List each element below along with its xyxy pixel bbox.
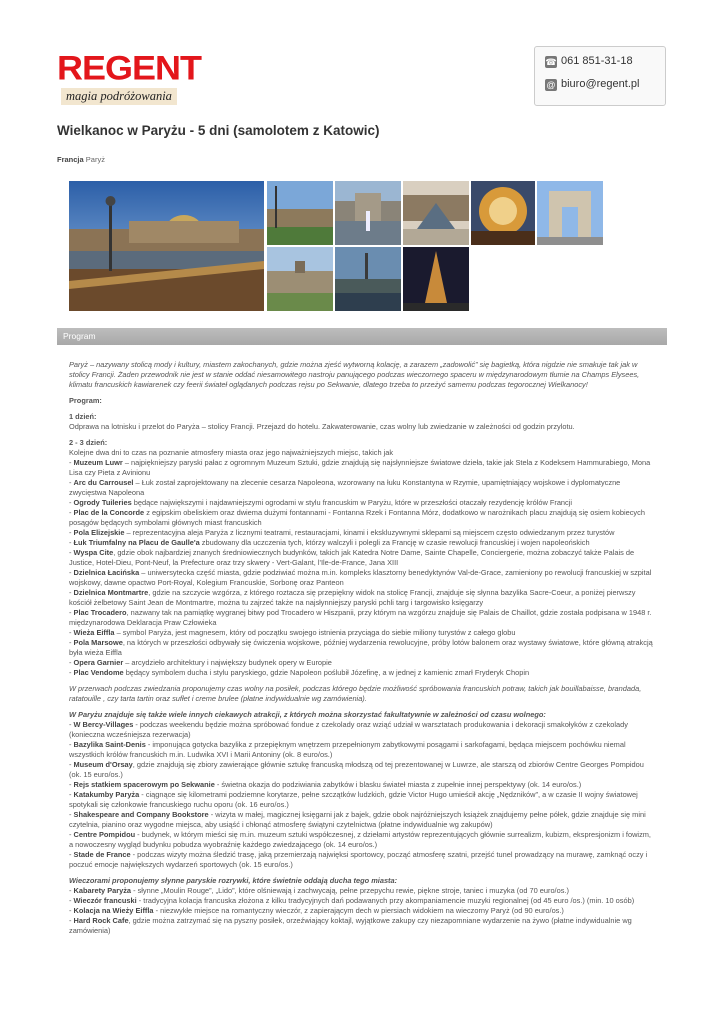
list-item-text: – uniwersytecka część miasta, gdzie podziwiać można m.in. kompleks klasztorny benedyktynów Val-de-Grace, zamieniony po rewolucji francuskiej w szpital wojskowy, dawne opactwo Port-Royal, Kolegium Francuskie, Sorbonę oraz Panteon: [69, 568, 652, 587]
list-item-name: Shakespeare and Company Bookstore: [73, 810, 209, 819]
list-item: - Hard Rock Cafe, gdzie można zatrzymać się na pyszny posiłek, orzeźwiający koktajl, wyjątkowe zakupy czy niezapomniane wydarzenie na żywo (płatne indywidualnie wg zamówienia): [69, 916, 632, 935]
gallery-photo-2[interactable]: [267, 181, 333, 245]
list-item: - Arc du Carrousel – Łuk został zaprojektowany na zlecenie cesarza Napoleona, wzorowany na łuku Konstantyna w Rzymie, upamiętniający wojskowe i dyplomatyczne zwycięstwa Napoleona: [69, 478, 621, 497]
optional-heading: W Paryżu znajduje się także wiele innych ciekawych atrakcji, z których można skorzystać fakultatywnie w zależności od czasu wolnego:: [69, 710, 546, 719]
list-item: - Centre Pompidou - budynek, w którym mieści się m.in. muzeum sztuki współczesnej, z dziełami artystów reprezentujących głównie surrealizm, kubizm, ekspresjonizm i fowizm, a nowoczesny wygląd budynku pobudza wyobraźnię każdego zwiedzającego (ok. 14 euro/os.): [69, 830, 651, 849]
logo-text: REGENT: [57, 48, 202, 87]
list-item: - Ogrody Tuileries będące największymi i najdawniejszymi ogrodami w stylu francuskim w Paryżu, które w przeszłości otaczały rezydencję królów Francji: [69, 498, 573, 507]
list-item: - Wieża Eiffla – symbol Paryża, jest magnesem, który od początku swojego istnienia przyciąga do siebie miliony turystów z całego globu: [69, 628, 516, 637]
list-item: - Muzeum Luwr – najpiękniejszy paryski pałac z ogromnym Muzeum Sztuki, gdzie znajdują się najsłynniejsze światowe dzieła, takie jak Stela z Kodeksem Hammurabiego, Mona Lisa czy Pieta z Avinionu: [69, 458, 651, 477]
list-item-text: - tradycyjna kolacja francuska złożona z kilku tradycyjnych dań podawanych przy akompaniamencie muzyki regionalnej (od 45 euro /os.) (min. 10 osób): [136, 896, 635, 905]
list-item-name: Pola Marsowe: [73, 638, 123, 647]
intro-text: Paryż – nazywany stolicą mody i kultury, miastem zakochanych, gdzie można zjeść wytworną kolację, a zarazem „zadowolić” się bagietką, która nigdzie nie smakuje tak jak w stolicy Francji. Żaden przewodnik nie jest w stanie oddać niesamowitego nastroju panującego podczas wieczornego spaceru w międzynarodowym tłumie na Champs Elysees, klimatu francuskich kawiarenek czy feerii świateł oglądanych podczas rejsu po Sekwanie, dlatego trzeba to przeżyć samemu podczas tegorocznej Wielkanocy!: [69, 360, 640, 389]
day1-text: Odprawa na lotnisku i przelot do Paryża – stolicy Francji. Przejazd do hotelu. Zakwaterowanie, czas wolny lub zwiedzanie w zależności od godzin przylotu.: [69, 422, 575, 431]
list-item: - Katakumby Paryża - ciągnące się kilometrami podziemne korytarze, pełne szczątków ludzkich, gdzie Victor Hugo umieścił akcję „Nędzników”, a w czasie II wojny światowej spotykali się członkowie francuskiego ruchu oporu (ok. 16 euro/os.): [69, 790, 638, 809]
list-item-text: - świetna okazja do podziwiania zabytków i blasku świateł miasta z zupełnie innej perspektywy (ok. 14 euro/os.): [214, 780, 582, 789]
day23-intro: Kolejne dwa dni to czas na poznanie atmosfery miasta oraz jego najważniejszych miejsc, takich jak: [69, 448, 394, 457]
list-item-name: Łuk Triumfalny na Placu de Gaulle'a: [73, 538, 200, 547]
gallery-photo-main[interactable]: [69, 181, 264, 311]
list-item-name: Dzielnica Łacińska: [73, 568, 140, 577]
list-item: - Plac de la Concorde z egipskim obeliskiem oraz dwiema dużymi fontannami - Fontanna Rzek i Fontanna Mórz, dodatkowo w narożnikach placu znajdują się osiem kobiecych posągów będących symbolami głównych miast francuskich: [69, 508, 645, 527]
list-item-name: Plac de la Concorde: [73, 508, 145, 517]
list-item-text: – najpiękniejszy paryski pałac z ogromnym Muzeum Sztuki, gdzie znajdują się najsłynniejsze światowe dzieła, takie jak Stela z Kodeksem Hammurabiego, Mona Lisa czy Pieta z Avinionu: [69, 458, 651, 477]
list-item-text: - imponująca gotycka bazylika z przepięknym wnętrzem przepełnionym zabytkowymi posągami i sarkofagami, będąca miejscem pochówku niemal wszystkich królów francuskich m.in. Ludwika XVI i Marii Antoniny (ok. 8 euro/os.): [69, 740, 626, 759]
list-item-text: - podczas wizyty można śledzić trasę, jaką przemierzają najwięksi sportowcy, począć atmosferę szatni, przejść tunel prowadzący na murawę, zamknąć oczy i poczuć emocje największych wydarzeń sportowych (ok. 15 euro/os.): [69, 850, 648, 869]
list-item-text: - podczas weekendu będzie można spróbować fondue z czekolady oraz wziąć udział w warsztatach produkowania i dekoracji smakołyków z czekolady (konieczna wcześniejsza rezerwacja): [69, 720, 628, 739]
list-item-text: - budynek, w którym mieści się m.in. muzeum sztuki współczesnej, z dziełami artystów reprezentujących głównie surrealizm, kubizm, ekspresjonizm i fowizm, a nowoczesny wygląd budynku pobudza wyobraźnię każdego zwiedzającego (ok. 14 euro/os.): [69, 830, 651, 849]
list-item: - Shakespeare and Company Bookstore - wizyta w małej, magicznej księgarni jak z bajek, gdzie obok najróżniejszych książek znajdujemy pełne półek, gdzie znajduje się mini czytelnia, pianino oraz wygodne miejsca, aby usiąść i chłonąć atmosferę świątyni czytelnictwa (płatne indywidualnie wg zakupów): [69, 810, 646, 829]
contact-phone[interactable]: [545, 55, 633, 68]
list-item-text: , gdzie na szczycie wzgórza, z którego roztacza się przepiękny widok na stolicę Francji, znajduje się słynna bazylika Sacre-Coeur, a poniżej pierwszy kościół żelbetowy Saint Jean de Montmartre, można tu zajrzeć także na najsłynniejszy paryski pchli targ i targowisko księgarzy: [69, 588, 636, 607]
page-title: Wielkanoc w Paryżu - 5 dni (samolotem z Katowic): [57, 123, 380, 138]
paris-bridge-image: [69, 181, 264, 311]
day1-label: 1 dzień:: [69, 412, 97, 421]
list-item-name: Opera Garnier: [73, 658, 124, 667]
program-header-bar: [57, 328, 667, 345]
gallery-photo-3[interactable]: [335, 181, 401, 245]
breadcrumb: [57, 155, 105, 164]
list-item-text: , gdzie znajdują się zbiory zawierające głównie sztukę francuską młodszą od tej prezentowanej w Luwrze, ale starszą od zbiorów Centre Georges Pompidou (ok. 15 euro/os.): [69, 760, 644, 779]
gallery-photo-4[interactable]: [403, 181, 469, 245]
program-header-label: Program: [63, 331, 96, 341]
breadcrumb-country[interactable]: Francja: [57, 155, 84, 164]
break-note: W przerwach podczas zwiedzania proponujemy czas wolny na posiłek, podczas którego będzie możliwość spróbowania francuskich potraw, takich jak bouillabaisse, brandada, ratatouille , czy tarta tartin oraz sufłet i creme brulee (płatne indywidualnie wg zamówienia).: [69, 684, 642, 703]
gallery-photo-6[interactable]: [537, 181, 603, 245]
eiffel-night-image: [403, 247, 469, 311]
list-item-text: , na których w przeszłości odbywały się ćwiczenia wojskowe, później wydarzenia rewolucyjne, próby lotów balonem oraz wystawy światowe, które główną atrakcją była wieża Eiffla: [69, 638, 653, 657]
list-item: - Dzielnica Montmartre, gdzie na szczycie wzgórza, z którego roztacza się przepiękny widok na stolicę Francji, znajduje się słynna bazylika Sacre-Coeur, a poniżej pierwszy kościół żelbetowy Saint Jean de Montmartre, można tu zajrzeć także na najsłynniejszy paryski pchli targ i targowisko księgarzy: [69, 588, 636, 607]
list-item: - Kabarety Paryża - słynne „Moulin Rouge”, „Lido”, które olśniewają i zachwycają, pełne przepychu rewie, piękne stroje, taniec i muzyka (od 70 euro/os.): [69, 886, 569, 895]
day23-label: 2 - 3 dzień:: [69, 438, 108, 447]
list-item: - Wyspa Cite, gdzie obok najbardziej znanych średniowiecznych budynków, takich jak Katedra Notre Dame, Sainte Chapelle, Conciergerie, można zobaczyć także Palais de Justice, Hotel-Dieu, Pont-Neuf, la Prefecture oraz trzy skwery - Vert-Galant, l'Ile-de-France, Jana XIII: [69, 548, 635, 567]
breadcrumb-city[interactable]: Paryż: [85, 155, 105, 164]
optional-attractions-list: [69, 720, 657, 870]
list-item: - Museum d'Orsay, gdzie znajdują się zbiory zawierające głównie sztukę francuską młodszą od tej prezentowanej w Luwrze, ale starszą od zbiorów Centre Georges Pompidou (ok. 15 euro/os.): [69, 760, 644, 779]
carousel-image: [471, 181, 535, 245]
list-item-name: Muzeum Luwr: [73, 458, 123, 467]
list-item-name: Wieża Eiffla: [73, 628, 115, 637]
list-item-name: Wieczór francuski: [73, 896, 137, 905]
list-item: - Kolacja na Wieży Eiffla - niezwykłe miejsce na romantyczny wieczór, z zapierającym dech w piersiach widokiem na wieczorny Paryż (od 90 euro/os.): [69, 906, 564, 915]
list-item-name: Centre Pompidou: [73, 830, 136, 839]
list-item-name: Plac Trocadero: [73, 608, 127, 617]
louvre-garden-image: [267, 181, 333, 245]
list-item: - Rejs statkiem spacerowym po Sekwanie - świetna okazja do podziwiania zabytków i blasku świateł miasta z zupełnie innej perspektywy (ok. 14 euro/os.): [69, 780, 582, 789]
list-item-name: Plac Vendome: [73, 668, 124, 677]
list-item-name: Kabarety Paryża: [73, 886, 132, 895]
list-item: - Pola Marsowe, na których w przeszłości odbywały się ćwiczenia wojskowe, później wydarzenia rewolucyjne, próby lotów balonem oraz wystawy światowe, które główną atrakcją była wieża Eiffla: [69, 638, 653, 657]
gallery-photo-8[interactable]: [335, 247, 401, 311]
list-item: - Stade de France - podczas wizyty można śledzić trasę, jaką przemierzają najwięksi sportowcy, począć atmosferę szatni, przejść tunel prowadzący na murawę, zamknąć oczy i poczuć emocje największych wydarzeń sportowych (ok. 15 euro/os.): [69, 850, 648, 869]
list-item-text: – Łuk został zaprojektowany na zlecenie cesarza Napoleona, wzorowany na łuku Konstantyna w Rzymie, upamiętniający wojskowe i dyplomatyczne zwycięstwa Napoleona: [69, 478, 621, 497]
list-item: - Łuk Triumfalny na Placu de Gaulle'a zbudowany dla uczczenia tych, którzy walczyli i polegli za Francję w czasie rewolucji francuskiej i wojen napoleońskich: [69, 538, 590, 547]
city-skyline-image: [335, 247, 401, 311]
list-item: - Plac Trocadero, nazwany tak na pamiątkę wygranej bitwy pod Trocadero w Hiszpanii, przy którym na wzgórzu znajduje się Palais de Chaillot, gdzie została podpisana w 1948 r. międzynarodowa Deklaracja Praw Człowieka: [69, 608, 652, 627]
list-item: - Bazylika Saint-Denis - imponująca gotycka bazylika z przepięknym wnętrzem przepełnionym zabytkowymi posągami i sarkofagami, będąca miejscem pochówku niemal wszystkich królów francuskich m.in. Ludwika XVI i Marii Antoniny (ok. 8 euro/os.): [69, 740, 626, 759]
list-item-name: Katakumby Paryża: [73, 790, 140, 799]
list-item: - Dzielnica Łacińska – uniwersytecka część miasta, gdzie podziwiać można m.in. kompleks klasztorny benedyktynów Val-de-Grace, zamieniony po rewolucji francuskiej w szpital wojskowy, dawne opactwo Port-Royal, Kolegium Francuskie, Sorbonę oraz Panteon: [69, 568, 652, 587]
list-item: - Pola Elizejskie – reprezentacyjna aleja Paryża z licznymi teatrami, restauracjami, kinami i ekskluzywnymi sklepami są miejscem często odwiedzanym przez turystów: [69, 528, 615, 537]
fountain-image: [335, 181, 401, 245]
list-item-text: - słynne „Moulin Rouge”, „Lido”, które olśniewają i zachwycają, pełne przepychu rewie, piękne stroje, taniec i muzyka (od 70 euro/os.): [131, 886, 569, 895]
list-item-name: Museum d'Orsay: [73, 760, 133, 769]
program-content: [69, 360, 657, 936]
list-item-name: Wyspa Cite: [73, 548, 114, 557]
list-item-name: Ogrody Tuileries: [73, 498, 132, 507]
list-item-text: , nazwany tak na pamiątkę wygranej bitwy pod Trocadero w Hiszpanii, przy którym na wzgórzu znajduje się Palais de Chaillot, gdzie została podpisana w 1948 r. międzynarodowa Deklaracja Praw Człowieka: [69, 608, 652, 627]
list-item-name: Stade de France: [73, 850, 131, 859]
list-item: - W Bercy-Villages - podczas weekendu będzie można spróbować fondue z czekolady oraz wziąć udział w warsztatach produkowania i dekoracji smakołyków z czekolady (konieczna wcześniejsza rezerwacja): [69, 720, 628, 739]
list-item-text: , gdzie obok najbardziej znanych średniowiecznych budynków, takich jak Katedra Notre Dame, Sainte Chapelle, Conciergerie, można zobaczyć także Palais de Justice, Hotel-Dieu, Pont-Neuf, la Prefecture oraz trzy skwery - Vert-Galant, l'Ile-de-France, Jana XIII: [69, 548, 635, 567]
list-item-name: W Bercy-Villages: [73, 720, 134, 729]
list-item-name: Bazylika Saint-Denis: [73, 740, 146, 749]
list-item-name: Kolacja na Wieży Eiffla: [73, 906, 154, 915]
list-item-name: Hard Rock Cafe: [73, 916, 129, 925]
palace-image: [267, 247, 333, 311]
gallery-photo-9[interactable]: [403, 247, 469, 311]
list-item-text: - niezwykłe miejsce na romantyczny wieczór, z zapierającym dech w piersiach widokiem na wieczorny Paryż (od 90 euro/os.): [153, 906, 564, 915]
phone-icon: ☎: [545, 57, 557, 67]
logo-tagline: magia podróżowania: [61, 88, 177, 105]
list-item: - Opera Garnier – arcydzieło architektury i największy budynek opery w Europie: [69, 658, 332, 667]
arc-de-triomphe-image: [537, 181, 603, 245]
list-item-name: Rejs statkiem spacerowym po Sekwanie: [73, 780, 215, 789]
day23-attractions-list: [69, 458, 657, 678]
contact-email[interactable]: [545, 78, 639, 91]
contact-box: [534, 46, 666, 106]
gallery-photo-7[interactable]: [267, 247, 333, 311]
list-item-text: – reprezentacyjna aleja Paryża z licznymi teatrami, restauracjami, kinami i ekskluzywnymi sklepami są miejscem często odwiedzanym przez turystów: [124, 528, 615, 537]
phone-number: 061 851-31-18: [561, 55, 633, 67]
list-item-text: będący symbolem ducha i stylu paryskiego, gdzie Napoleon poślubił Józefinę, a w jednej z kamienic zmarł Fryderyk Chopin: [123, 668, 530, 677]
email-address: biuro@regent.pl: [561, 78, 640, 90]
list-item-text: – symbol Paryża, jest magnesem, który od początku swojego istnienia przyciąga do siebie miliony turystów z całego globu: [114, 628, 516, 637]
list-item-text: - ciągnące się kilometrami podziemne korytarze, pełne szczątków ludzkich, gdzie Victor Hugo umieścił akcję „Nędzników”, a w czasie II wojny światowej spotykali się członkowie francuskiego ruchu oporu (ok. 16 euro/os.): [69, 790, 638, 809]
list-item: - Wieczór francuski - tradycyjna kolacja francuska złożona z kilku tradycyjnych dań podawanych przy akompaniamencie muzyki regionalnej (od 45 euro /os.) (min. 10 osób): [69, 896, 635, 905]
list-item-name: Pola Elizejskie: [73, 528, 125, 537]
louvre-pyramid-image: [403, 181, 469, 245]
list-item-text: zbudowany dla uczczenia tych, którzy walczyli i polegli za Francję w czasie rewolucji francuskiej i wojen napoleońskich: [199, 538, 590, 547]
program-heading: Program:: [69, 396, 102, 405]
list-item-text: - wizyta w małej, magicznej księgarni jak z bajek, gdzie obok najróżniejszych książek znajdujemy pełne półek, gdzie znajduje się mini czytelnia, pianino oraz wygodne miejsca, aby usiąść i chłonąć atmosferę świątyni czytelnictwa (płatne indywidualnie wg zakupów): [69, 810, 646, 829]
email-icon: @: [546, 80, 556, 90]
evening-heading: Wieczorami proponujemy słynne paryskie rozrywki, które świetnie oddają ducha tego miasta:: [69, 876, 398, 885]
list-item-text: z egipskim obeliskiem oraz dwiema dużymi fontannami - Fontanna Rzek i Fontanna Mórz, dodatkowo w narożnikach placu znajdują się osiem kobiecych posągów będących symbolami głównych miast francuskich: [69, 508, 645, 527]
evening-attractions-list: [69, 886, 657, 936]
list-item-name: Dzielnica Montmartre: [73, 588, 149, 597]
list-item-name: Arc du Carrousel: [73, 478, 134, 487]
list-item: - Plac Vendome będący symbolem ducha i stylu paryskiego, gdzie Napoleon poślubił Józefinę, a w jednej z kamienic zmarł Fryderyk Chopin: [69, 668, 530, 677]
list-item-text: – arcydzieło architektury i największy budynek opery w Europie: [123, 658, 332, 667]
list-item-text: , gdzie można zatrzymać się na pyszny posiłek, orzeźwiający koktajl, wyjątkowe zakupy czy niezapomniane wydarzenie na żywo (płatne indywidualnie wg zamówienia): [69, 916, 632, 935]
list-item-text: będące największymi i najdawniejszymi ogrodami w stylu francuskim w Paryżu, które w przeszłości otaczały rezydencję królów Francji: [131, 498, 573, 507]
regent-logo[interactable]: [57, 50, 215, 108]
gallery-photo-5[interactable]: [471, 181, 535, 245]
